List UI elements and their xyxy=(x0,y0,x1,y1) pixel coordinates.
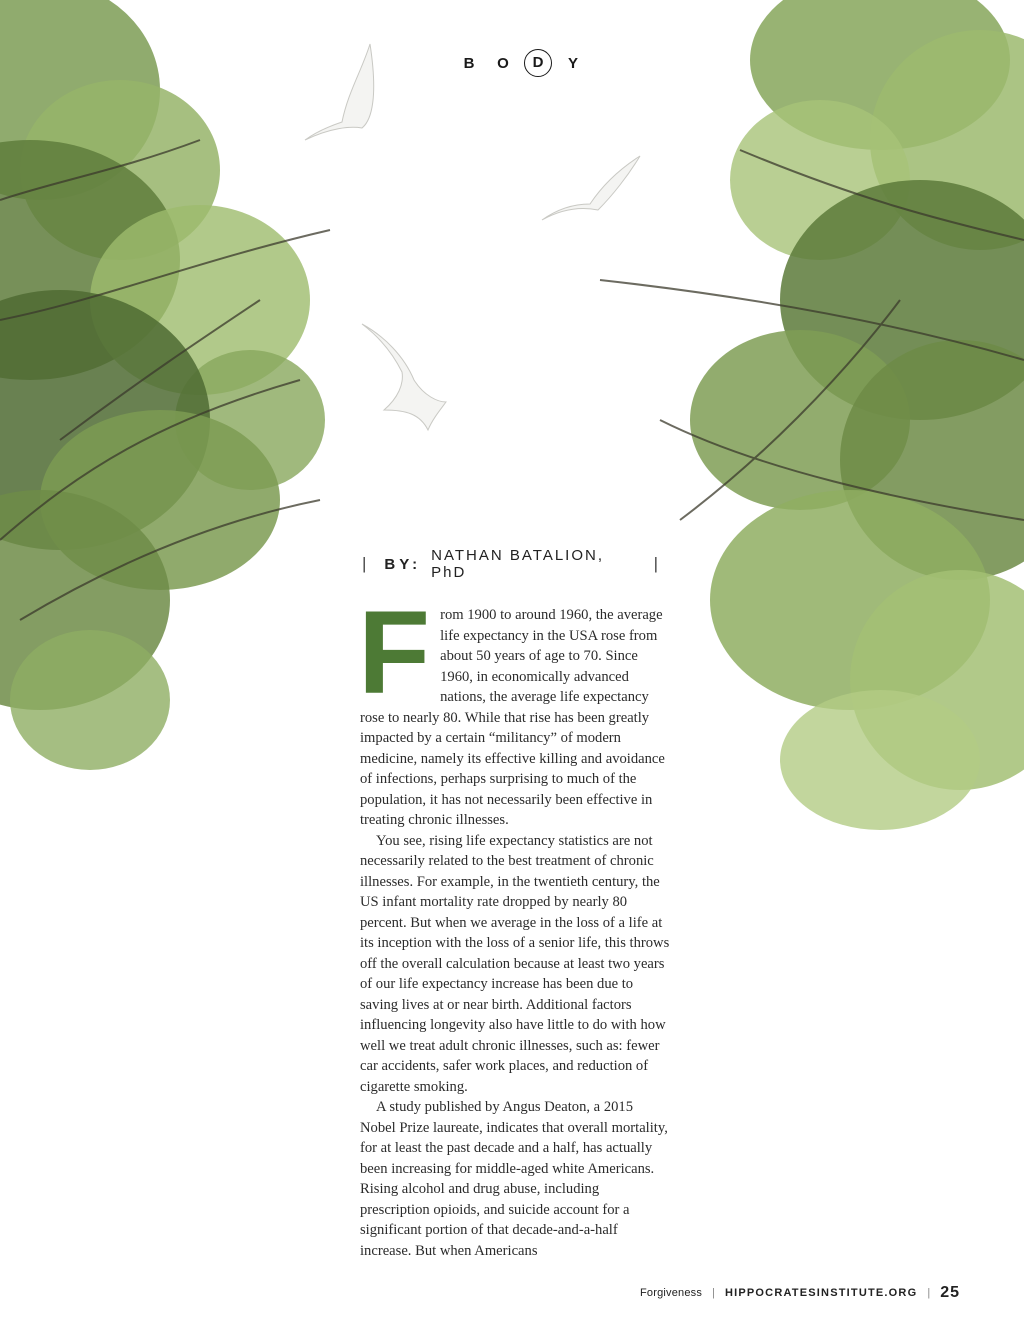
article-paragraph: You see, rising life expectancy statistics are not necessarily related to the best treatment of chronic illnesses. For example, in the twentieth century, the US infant mortality rate dropped by nearly 80 percent. But when we average in the loss of a life at its inception with the loss of a senior life, this throws off the overall calculation because at least two years of our life expectancy increase has been due to saving lives at or near birth. Additional factors influencing longevity also have little to do with how well we treat adult chronic illnesses, such as: fewer car accidents, safer work places, and reduction of cigarette smoking. xyxy=(360,832,670,1095)
article-paragraph: A study published by Angus Deaton, a 2015 Nobel Prize laureate, indicates that overall mortality, for at least the past decade and a half, has actually been increasing for middle-aged white Americans. Rising alcohol and drug abuse, including prescription opioids, and suicide account for a significant portion of that decade-and-a-half increase. But when Americans xyxy=(360,1099,668,1259)
left-tree xyxy=(0,0,330,770)
section-letter: B xyxy=(463,54,475,72)
divider: | xyxy=(653,554,660,573)
section-letter: O xyxy=(497,54,509,72)
article-paragraph xyxy=(358,587,670,831)
page-number: 25 xyxy=(940,1284,960,1301)
footer-section: Forgiveness xyxy=(639,1287,703,1299)
section-label-body xyxy=(456,48,586,78)
drop-cap: F xyxy=(358,587,431,719)
seagull-birds xyxy=(305,44,640,430)
divider: | xyxy=(712,1287,715,1299)
paragraph-text: rom 1900 to around 1960, the average life expectancy in the USA rose from about 50 years of age to 70. Since 1960, in economically advanced nations, the average life expectancy rose to nearly 80. While that rise has been greatly impacted by a certain “militancy” of modern medicine, namely its effective killing and avoidance of infections, perhaps surprising to much of the population, it has not necessarily been effective in treating chronic illnesses. xyxy=(360,607,665,828)
section-letter: Y xyxy=(567,54,578,72)
divider: | xyxy=(362,554,369,573)
byline xyxy=(362,547,660,581)
article-body xyxy=(358,587,670,1261)
divider: | xyxy=(927,1287,931,1299)
section-letter-circled: D xyxy=(524,49,552,77)
byline-author: NATHAN BATALION, PhD xyxy=(431,547,605,581)
footer-website: HIPPOCRATESINSTITUTE.ORG xyxy=(724,1287,918,1299)
page-footer xyxy=(640,1282,960,1304)
byline-prefix: BY: xyxy=(384,555,422,573)
